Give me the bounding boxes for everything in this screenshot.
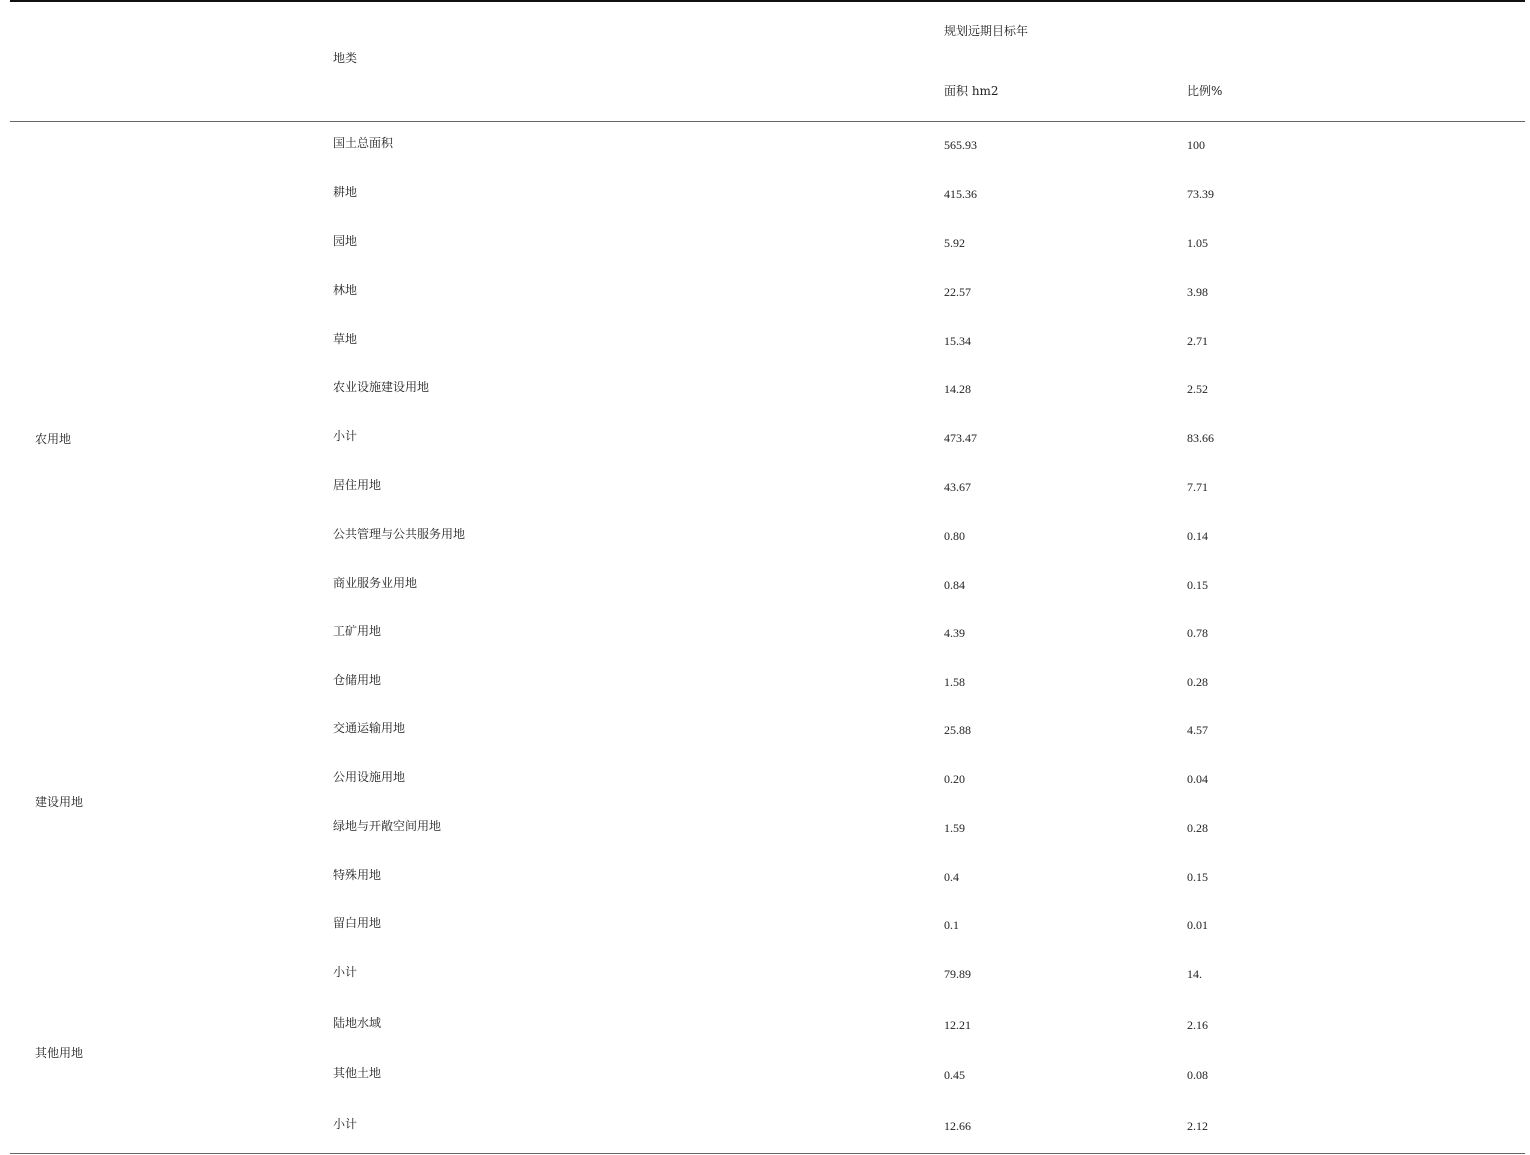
ratio-cell: 2.12 — [1187, 1119, 1208, 1133]
land-type-cell: 林地 — [333, 283, 358, 297]
group-label-construction: 建设用地 — [35, 795, 84, 809]
group-label-agricultural: 农用地 — [35, 432, 72, 446]
area-cell: 0.45 — [944, 1068, 965, 1082]
ratio-cell: 0.15 — [1187, 870, 1208, 884]
table-bottom-rule — [10, 1153, 1525, 1154]
land-type-cell: 居住用地 — [333, 478, 382, 492]
area-cell: 22.57 — [944, 285, 971, 299]
area-cell: 12.66 — [944, 1119, 971, 1133]
ratio-cell: 0.15 — [1187, 578, 1208, 592]
land-type-cell: 小计 — [333, 965, 358, 979]
ratio-cell: 0.01 — [1187, 918, 1208, 932]
group-label-other: 其他用地 — [35, 1046, 84, 1060]
area-cell: 0.84 — [944, 578, 965, 592]
land-type-cell: 交通运输用地 — [333, 721, 406, 735]
area-cell: 25.88 — [944, 723, 971, 737]
header-category: 地类 — [333, 51, 358, 65]
ratio-cell: 0.08 — [1187, 1068, 1208, 1082]
area-cell: 0.80 — [944, 529, 965, 543]
ratio-cell: 2.71 — [1187, 334, 1208, 348]
land-type-cell: 工矿用地 — [333, 624, 382, 638]
area-cell: 4.39 — [944, 626, 965, 640]
header-ratio: 比例% — [1187, 84, 1223, 98]
land-type-cell: 国土总面积 — [333, 136, 394, 150]
land-type-cell: 其他土地 — [333, 1066, 382, 1080]
ratio-cell: 4.57 — [1187, 723, 1208, 737]
area-cell: 15.34 — [944, 334, 971, 348]
area-cell: 0.20 — [944, 772, 965, 786]
ratio-cell: 83.66 — [1187, 431, 1214, 445]
ratio-cell: 2.16 — [1187, 1018, 1208, 1032]
area-cell: 473.47 — [944, 431, 977, 445]
area-cell: 0.4 — [944, 870, 959, 884]
area-cell: 14.28 — [944, 382, 971, 396]
table-top-rule — [10, 0, 1525, 2]
ratio-cell: 1.05 — [1187, 236, 1208, 250]
area-cell: 43.67 — [944, 480, 971, 494]
ratio-cell: 14. — [1187, 967, 1202, 981]
area-cell: 0.1 — [944, 918, 959, 932]
ratio-cell: 0.04 — [1187, 772, 1208, 786]
header-area: 面积 hm2 — [944, 84, 999, 98]
area-cell: 1.59 — [944, 821, 965, 835]
land-type-cell: 草地 — [333, 332, 358, 346]
land-type-cell: 园地 — [333, 234, 358, 248]
ratio-cell: 0.14 — [1187, 529, 1208, 543]
land-type-cell: 陆地水域 — [333, 1016, 382, 1030]
land-type-cell: 小计 — [333, 429, 358, 443]
land-type-cell: 公共管理与公共服务用地 — [333, 527, 466, 541]
land-type-cell: 留白用地 — [333, 916, 382, 930]
ratio-cell: 0.28 — [1187, 821, 1208, 835]
ratio-cell: 3.98 — [1187, 285, 1208, 299]
ratio-cell: 100 — [1187, 138, 1205, 152]
land-type-cell: 农业设施建设用地 — [333, 380, 430, 394]
ratio-cell: 73.39 — [1187, 187, 1214, 201]
ratio-cell: 2.52 — [1187, 382, 1208, 396]
land-type-cell: 特殊用地 — [333, 868, 382, 882]
area-cell: 415.36 — [944, 187, 977, 201]
land-type-cell: 公用设施用地 — [333, 770, 406, 784]
ratio-cell: 0.78 — [1187, 626, 1208, 640]
header-rule — [10, 121, 1525, 122]
land-type-cell: 绿地与开敞空间用地 — [333, 819, 442, 833]
area-cell: 12.21 — [944, 1018, 971, 1032]
ratio-cell: 7.71 — [1187, 480, 1208, 494]
land-type-cell: 商业服务业用地 — [333, 576, 418, 590]
header-target-year: 规划远期目标年 — [944, 24, 1029, 38]
area-cell: 565.93 — [944, 138, 977, 152]
ratio-cell: 0.28 — [1187, 675, 1208, 689]
land-type-cell: 小计 — [333, 1117, 358, 1131]
land-type-cell: 仓储用地 — [333, 673, 382, 687]
area-cell: 5.92 — [944, 236, 965, 250]
land-type-cell: 耕地 — [333, 185, 358, 199]
area-cell: 79.89 — [944, 967, 971, 981]
area-cell: 1.58 — [944, 675, 965, 689]
